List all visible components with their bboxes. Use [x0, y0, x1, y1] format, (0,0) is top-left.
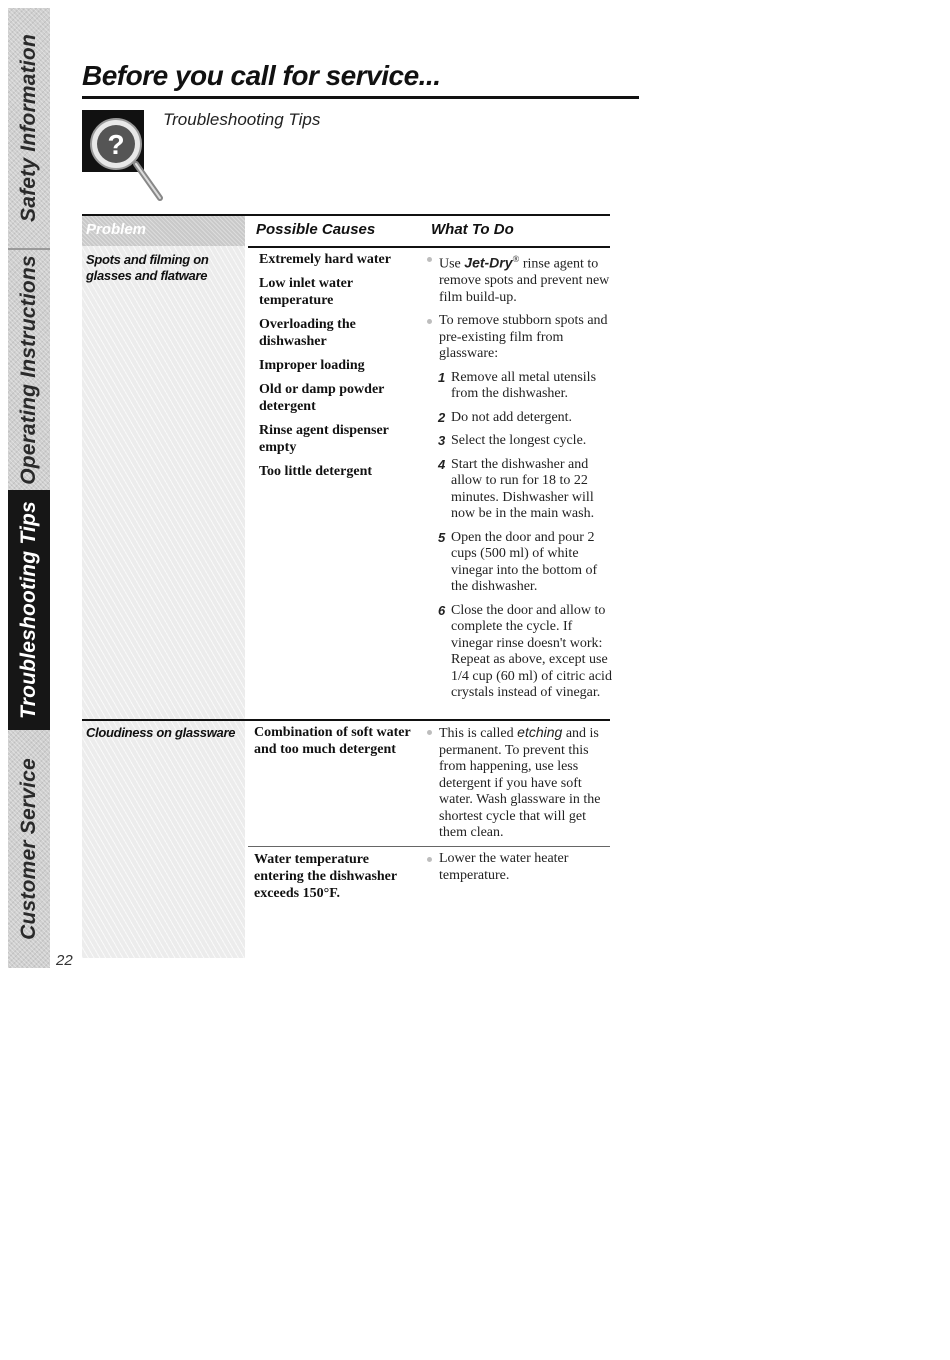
cause-item: Extremely hard water — [259, 252, 391, 267]
todo-text: This is called — [439, 726, 518, 741]
step-number: 4 — [438, 456, 446, 472]
todo-step — [427, 603, 612, 702]
todo-text: Lower the water heater temperature. — [439, 851, 569, 883]
step-text: Remove all metal utensils from the dishwasher. — [451, 369, 597, 402]
tab-label: Customer Service — [17, 758, 40, 940]
problem-spots-filming: Spots and filming on glasses and flatware — [86, 252, 209, 283]
step-text: Open the door and pour 2 cups (500 ml) of white vinegar into the bottom of the dishwasher. — [451, 529, 598, 595]
row-divider — [82, 719, 610, 721]
step-number: 6 — [438, 602, 446, 618]
cause-item: Water temperature entering the dishwasher exceeds 150°F. — [254, 852, 397, 901]
todo-text: Use — [439, 256, 465, 272]
column-header-problem: Problem — [86, 221, 147, 238]
todo-bullet — [427, 851, 612, 884]
what-to-do-water-temp — [427, 851, 612, 891]
column-header-possible-causes: Possible Causes — [256, 221, 376, 238]
emphasis-text: etching — [517, 724, 563, 740]
header-rule — [82, 214, 610, 216]
tab-troubleshooting-tips[interactable] — [8, 490, 50, 730]
todo-bullet — [427, 724, 612, 842]
cause-item: Old or damp powder detergent — [259, 382, 385, 414]
cause-item: Overloading the dishwasher — [259, 317, 356, 349]
sidebar-nav — [8, 8, 50, 968]
step-number: 5 — [438, 529, 446, 545]
cause-item: Combination of soft water and too much detergent — [254, 725, 411, 757]
question-mark-magnifier-icon — [82, 110, 172, 205]
section-subtitle: Troubleshooting Tips — [163, 110, 321, 129]
page-title: Before you call for service... — [82, 60, 441, 91]
step-text: Close the door and allow to complete the cycle. If vinegar rinse doesn't work: Repeat as above, except use 1/4 cup (60 ml) of citric acid crystals instead of vinegar. — [451, 602, 612, 701]
todo-text: To remove stubborn spots and pre-existing film from glassware: — [439, 313, 608, 362]
cause-item: Low inlet water temperature — [259, 276, 353, 308]
tab-safety-information[interactable] — [8, 8, 50, 248]
todo-step — [427, 370, 612, 403]
problem-cloudiness: Cloudiness on glassware — [86, 725, 236, 740]
tab-label: Troubleshooting Tips — [17, 501, 40, 719]
step-text: Select the longest cycle. — [451, 433, 587, 449]
step-number: 1 — [438, 369, 446, 385]
todo-step — [427, 433, 612, 450]
brand-name: Jet-Dry — [464, 254, 513, 271]
cause-item: Improper loading — [259, 358, 365, 373]
sub-row-divider — [248, 846, 610, 847]
todo-step — [427, 530, 612, 596]
todo-step — [427, 457, 612, 523]
step-number: 2 — [438, 409, 446, 425]
tab-label: Operating Instructions — [17, 255, 40, 485]
bullet-icon — [427, 257, 432, 262]
step-number: 3 — [438, 433, 446, 449]
tab-label: Safety Information — [17, 34, 40, 222]
todo-text: and is permanent. To prevent this from happening, use less detergent if you have soft water. Wash glassware in the shortest cycle that will get them clean. — [439, 726, 601, 840]
column-header-what-to-do: What To Do — [431, 221, 514, 238]
svg-text:?: ? — [107, 129, 125, 160]
todo-text: rinse agent to remove spots and prevent new film build-up. — [439, 256, 610, 305]
page-number: 22 — [56, 952, 73, 969]
todo-bullet — [427, 251, 612, 306]
header-rule-bottom — [248, 246, 610, 248]
todo-step — [427, 410, 612, 427]
what-to-do-cloudiness — [427, 724, 612, 849]
bullet-icon — [427, 857, 432, 862]
registered-mark: ® — [512, 254, 520, 264]
tab-operating-instructions[interactable] — [8, 250, 50, 490]
causes-list-spots — [259, 251, 409, 487]
step-text: Do not add detergent. — [451, 409, 573, 425]
tab-customer-service[interactable] — [8, 730, 50, 968]
problem-column-background — [82, 216, 245, 958]
todo-bullet — [427, 313, 612, 363]
step-text: Start the dishwasher and allow to run for 18 to 22 minutes. Dishwasher will now be in the main wash. — [451, 456, 595, 522]
cause-item: Rinse agent dispenser empty — [259, 423, 389, 455]
cause-item: Too little detergent — [259, 464, 373, 479]
title-rule — [82, 96, 639, 99]
what-to-do-spots — [427, 251, 612, 709]
bullet-icon — [427, 730, 432, 735]
bullet-icon — [427, 319, 432, 324]
